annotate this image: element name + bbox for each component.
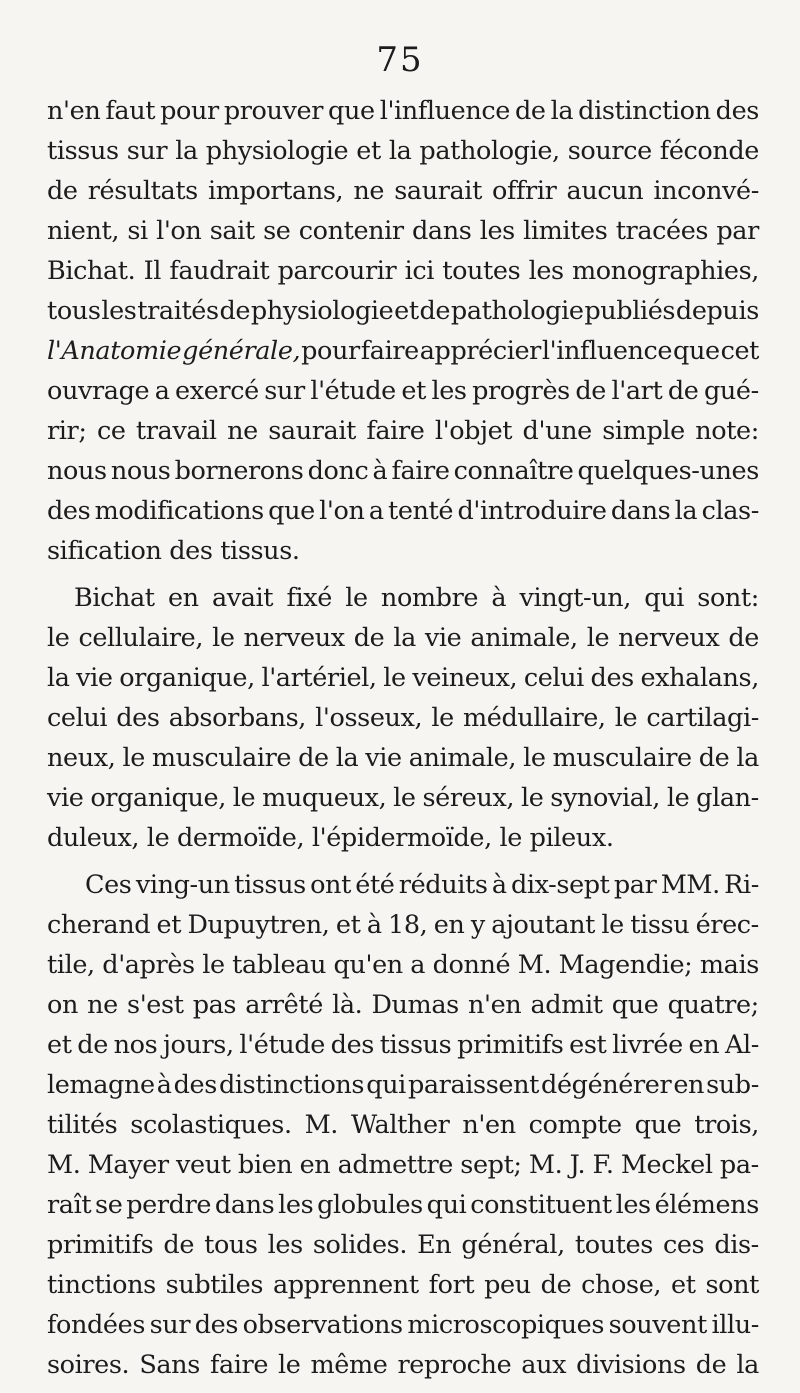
- text-line: ouvrage a exercé sur l'étude et les progrès de l'art de gué-: [47, 376, 759, 406]
- text-line: de résultats importans, ne saurait offrir aucun inconvé-: [47, 176, 759, 206]
- text-line: tile, d'après le tableau qu'en a donné M. Magendie; mais: [47, 950, 759, 980]
- text-line: n'en faut pour prouver que l'influence de la distinction des: [47, 96, 759, 126]
- text-line: duleux, le dermoïde, l'épidermoïde, le pileux.: [47, 823, 614, 853]
- text-line: rir; ce travail ne saurait faire l'objet d'une simple note:: [47, 416, 759, 446]
- text-line: Bichat. Il faudrait parcourir ici toutes les monographies,: [47, 256, 759, 286]
- text-line: nient, si l'on sait se contenir dans les limites tracées par: [47, 216, 759, 246]
- text-line: primitifs de tous les solides. En général, toutes ces dis-: [47, 1230, 759, 1260]
- text-line: soires. Sans faire le même reproche aux divisions de la: [47, 1350, 759, 1380]
- text-line: tilités scolastiques. M. Walther n'en compte que trois,: [47, 1110, 759, 1140]
- text-line: vie organique, le muqueux, le séreux, le synovial, le glan-: [47, 783, 759, 813]
- text-line: fondées sur des observations microscopiques souvent illu-: [47, 1310, 759, 1340]
- text-line: tinctions subtiles apprennent fort peu de chose, et sont: [47, 1270, 759, 1300]
- text-line: lemagne à des distinctions qui paraissent dégénérer en sub-: [47, 1070, 759, 1100]
- text-line: nous nous bornerons donc à faire connaître quelques-unes: [47, 456, 759, 486]
- text-line: sification des tissus.: [47, 536, 300, 566]
- text-line: raît se perdre dans les globules qui constituent les élémens: [47, 1190, 759, 1220]
- text-line: Bichat en avait fixé le nombre à vingt-un, qui sont:: [74, 583, 759, 613]
- text-line: celui des absorbans, l'osseux, le médullaire, le cartilagi-: [47, 703, 759, 733]
- text-line: l'Anatomie générale, pour faire apprécier l'influence que cet: [47, 336, 759, 366]
- text-line: cherand et Dupuytren, et à 18, en y ajoutant le tissu érec-: [47, 910, 759, 940]
- text-line: la vie organique, l'artériel, le veineux, celui des exhalans,: [47, 663, 759, 693]
- text-line: Ces ving-un tissus ont été réduits à dix-sept par MM. Ri-: [85, 870, 759, 900]
- text-line: on ne s'est pas arrêté là. Dumas n'en admit que quatre;: [47, 990, 759, 1020]
- text-line: des modifications que l'on a tenté d'introduire dans la clas-: [47, 496, 759, 526]
- text-line: M. Mayer veut bien en admettre sept; M. J. F. Meckel pa-: [47, 1150, 759, 1180]
- text-line: le cellulaire, le nerveux de la vie animale, le nerveux de: [47, 623, 759, 653]
- text-line: tissus sur la physiologie et la pathologie, source féconde: [47, 136, 759, 166]
- text-line: neux, le musculaire de la vie animale, le musculaire de la: [47, 743, 759, 773]
- text-line: tous les traités de physiologie et de pathologie publiés depuis: [47, 296, 759, 326]
- text-line: et de nos jours, l'étude des tissus primitifs est livrée en Al-: [47, 1030, 759, 1060]
- body-text: [47, 91, 759, 1385]
- page-number: 75: [376, 40, 424, 80]
